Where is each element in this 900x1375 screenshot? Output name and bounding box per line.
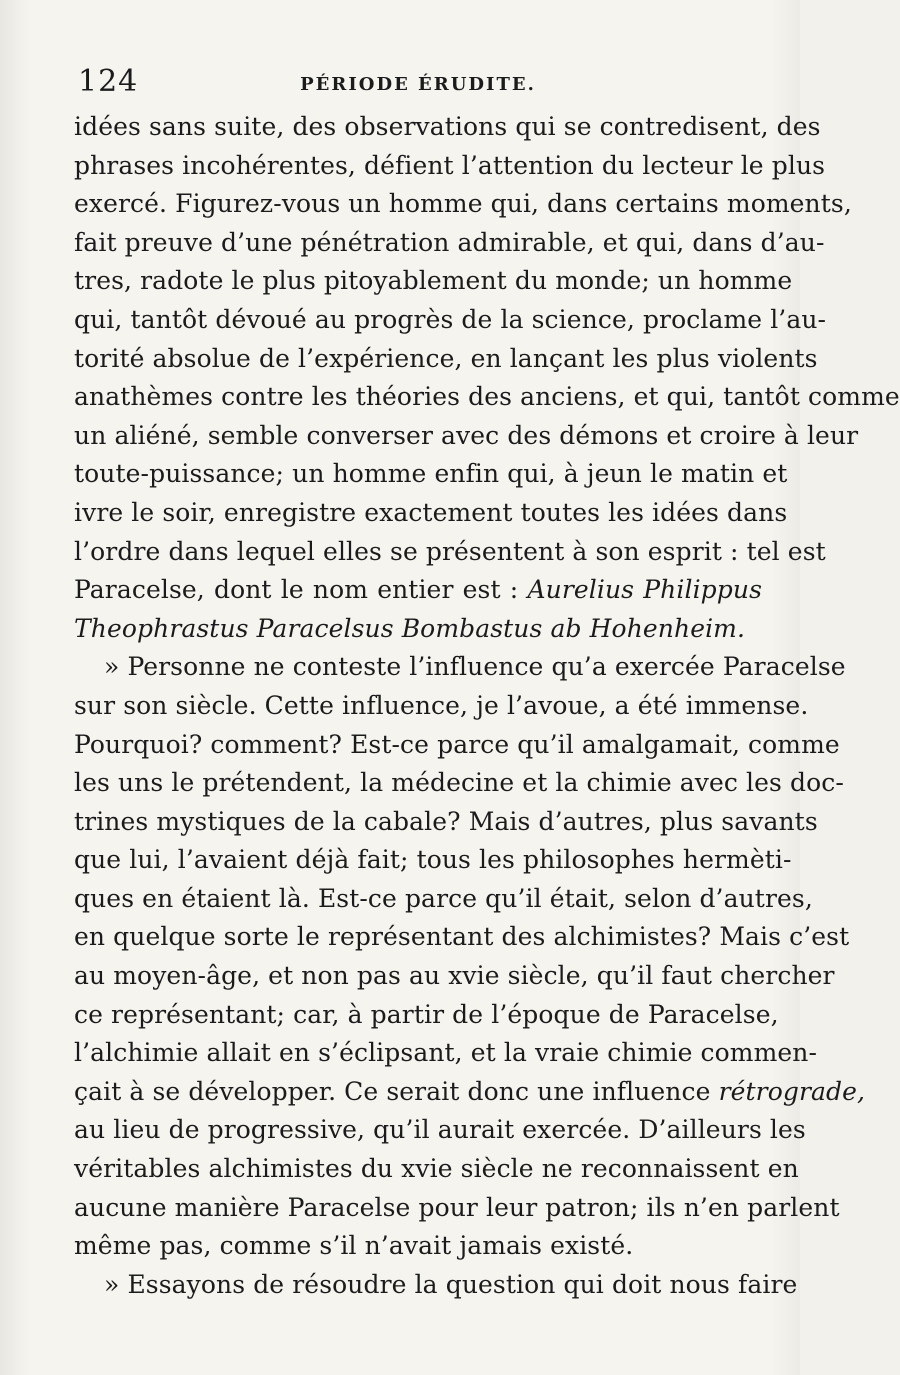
text-line: l’alchimie allait en s’éclipsant, et la vraie chimie commen-	[74, 1038, 818, 1068]
paragraph-start-line: » Personne ne conteste l’influence qu’a exercée Paracelse	[104, 652, 846, 682]
text-line: en quelque sorte le représentant des alchimistes? Mais c’est	[74, 922, 850, 952]
text-line: toute-puissance; un homme enfin qui, à jeun le matin et	[74, 459, 788, 489]
text-line: ques en étaient là. Est-ce parce qu’il était, selon d’autres,	[74, 883, 813, 913]
text-line-italic: Theophrastus Paracelsus Bombastus ab Hohenheim.	[74, 613, 746, 643]
text-line: ce représentant; car, à partir de l’époque de Paracelse,	[74, 999, 779, 1029]
running-head: PÉRIODE ÉRUDITE.	[300, 74, 536, 95]
text-line: l’ordre dans lequel elles se présentent à son esprit : tel est	[74, 536, 826, 566]
text-line: un aliéné, semble converser avec des démons et croire à leur	[74, 420, 859, 450]
text-fragment: Paracelse, dont le nom entier est :	[74, 575, 519, 605]
text-line: qui, tantôt dévoué au progrès de la science, proclame l’au-	[74, 304, 827, 334]
text-line: au lieu de progressive, qu’il aurait exercée. D’ailleurs les	[74, 1115, 806, 1145]
text-line: sur son siècle. Cette influence, je l’avoue, a été immense.	[74, 690, 809, 720]
text-line: aucune manière Paracelse pour leur patron; ils n’en parlent	[74, 1192, 840, 1222]
paragraph-start-line: » Essayons de résoudre la question qui doit nous faire	[104, 1269, 798, 1299]
text-line: même pas, comme s’il n’avait jamais existé.	[74, 1231, 634, 1261]
text-line: exercé. Figurez-vous un homme qui, dans certains moments,	[74, 189, 852, 219]
italic-fragment: rétrograde,	[718, 1076, 866, 1106]
text-line: idées sans suite, des observations qui se contredisent, des	[74, 112, 821, 141]
text-line: tres, radote le plus pitoyablement du monde; un homme	[74, 266, 793, 296]
text-line: trines mystiques de la cabale? Mais d’autres, plus savants	[74, 806, 818, 836]
text-line-mixed	[74, 571, 762, 610]
text-line: phrases incohérentes, défient l’attention du lecteur le plus	[74, 150, 826, 180]
text-line: torité absolue de l’expérience, en lançant les plus violents	[74, 343, 818, 373]
text-line: fait preuve d’une pénétration admirable, et qui, dans d’au-	[74, 227, 825, 257]
page-number: 124	[78, 64, 139, 99]
text-fragment: çait à se développer. Ce serait donc une influence	[74, 1076, 711, 1106]
text-line: au moyen-âge, et non pas au xvie siècle, qu’il faut chercher	[74, 961, 835, 991]
page-header	[78, 64, 758, 104]
body-text	[74, 108, 900, 1304]
text-line-mixed	[74, 1073, 866, 1112]
text-line: anathèmes contre les théories des anciens, et qui, tantôt comme	[74, 382, 900, 412]
text-line: véritables alchimistes du xvie siècle ne reconnaissent en	[74, 1154, 799, 1184]
text-line: les uns le prétendent, la médecine et la chimie avec les doc-	[74, 768, 844, 798]
text-line: Pourquoi? comment? Est-ce parce qu’il amalgamait, comme	[74, 729, 840, 759]
text-line: que lui, l’avaient déjà fait; tous les philosophes hermèti-	[74, 845, 792, 875]
italic-fragment: Aurelius Philippus	[527, 575, 763, 605]
text-line: ivre le soir, enregistre exactement toutes les idées dans	[74, 497, 788, 527]
